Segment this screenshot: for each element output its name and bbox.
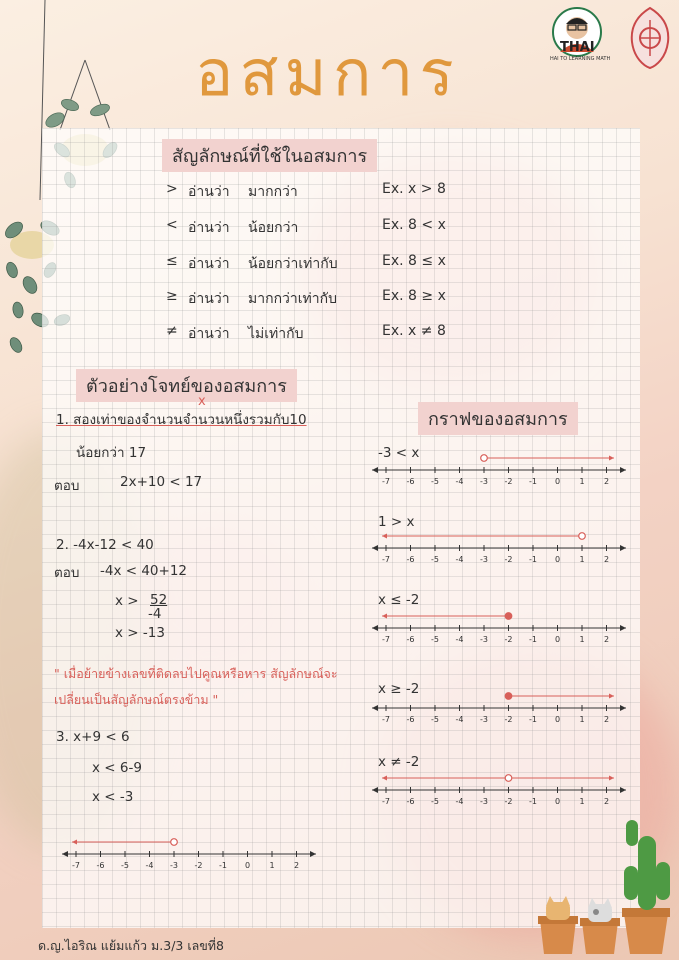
q2-step2-denominator: -4 bbox=[148, 606, 162, 622]
logo-subtext: HAI TO LEARNING MATH bbox=[550, 56, 611, 62]
graph-1-label: 1 > x bbox=[378, 514, 415, 530]
graph-0-tick-label-9: 2 bbox=[603, 477, 610, 486]
graph-1-number-line bbox=[370, 530, 628, 564]
footer-author: ด.ญ.ไอริณ แย้มแก้ว ม.3/3 เลขที่8 bbox=[38, 938, 225, 953]
graph-2-label: x ≤ -2 bbox=[378, 592, 420, 608]
symbol-row-2-symbol: ≤ bbox=[166, 253, 178, 269]
graph-1-tick-label-8: 1 bbox=[579, 555, 585, 564]
q1-answer: 2x+10 < 17 bbox=[120, 474, 203, 490]
graph-0-tick-label-7: 0 bbox=[554, 477, 561, 486]
graph-4-number-line bbox=[370, 772, 628, 806]
graph-2-tick-label-0: -7 bbox=[382, 635, 390, 644]
graph-4-tick-label-2: -5 bbox=[431, 797, 439, 806]
graph-4-tick-label-0: -7 bbox=[382, 797, 390, 806]
graph-3-label: x ≥ -2 bbox=[378, 681, 420, 697]
graph-3-tick-label-2: -5 bbox=[431, 715, 439, 724]
cat-left bbox=[546, 896, 570, 920]
graph-3-ray-arrow-right bbox=[609, 694, 614, 699]
graph-0-tick-label-3: -4 bbox=[455, 477, 464, 486]
graph-4-axis-arrow-left bbox=[372, 787, 378, 793]
cat-right bbox=[588, 898, 612, 922]
graph-2-ray-arrow-left bbox=[382, 614, 387, 619]
graph-3-tick-label-0: -7 bbox=[382, 715, 390, 724]
graph-1-tick-label-1: -6 bbox=[406, 555, 415, 564]
q2-step1: -4x < 40+12 bbox=[100, 563, 188, 579]
graph-4-tick-label-9: 2 bbox=[603, 797, 610, 806]
graph-4-axis-arrow-right bbox=[620, 787, 626, 793]
q3-graph-tick-label-1: -6 bbox=[96, 861, 105, 870]
graph-0-tick-label-8: 1 bbox=[579, 477, 585, 486]
graph-2-tick-label-9: 2 bbox=[603, 635, 610, 644]
graph-4-tick-label-1: -6 bbox=[406, 797, 415, 806]
graph-3-tick-label-3: -4 bbox=[455, 715, 464, 724]
graph-2-tick-label-5: -2 bbox=[504, 635, 513, 644]
graph-0-label: -3 < x bbox=[378, 445, 420, 461]
graph-4-tick-label-6: -1 bbox=[529, 797, 537, 806]
graph-2-tick-label-2: -5 bbox=[431, 635, 439, 644]
q3-step1: x < 6-9 bbox=[92, 760, 142, 776]
examples-heading: ตัวอย่างโจทย์ของอสมการ bbox=[76, 369, 297, 402]
page-title: อสมการ bbox=[195, 37, 460, 111]
symbol-row-0-read: อ่านว่า bbox=[188, 184, 230, 200]
graph-3-tick-label-5: -2 bbox=[504, 715, 513, 724]
graph-3-tick-label-9: 2 bbox=[603, 715, 610, 724]
graph-2-tick-label-4: -3 bbox=[480, 635, 488, 644]
graph-4-ray-arrow-right bbox=[609, 776, 614, 781]
graph-3-axis-arrow-left bbox=[372, 705, 378, 711]
symbol-row-4-symbol: ≠ bbox=[166, 323, 178, 339]
graph-2-axis-arrow-left bbox=[372, 625, 378, 631]
symbol-row-3-symbol: ≥ bbox=[166, 288, 178, 304]
q1-line1: 1. สองเท่าของจำนวนจำนวนหนึ่งรวมกับ10 bbox=[56, 412, 307, 428]
graph-3-tick-label-6: -1 bbox=[529, 715, 537, 724]
graph-3-axis-arrow-right bbox=[620, 705, 626, 711]
symbol-row-3-read: อ่านว่า bbox=[188, 291, 230, 307]
q3-graph-number-line bbox=[60, 836, 318, 870]
symbol-row-2-read: อ่านว่า bbox=[188, 256, 230, 272]
graph-1-tick-label-2: -5 bbox=[431, 555, 439, 564]
q3-graph-tick-label-5: -2 bbox=[194, 861, 203, 870]
graph-1-tick-label-6: -1 bbox=[529, 555, 537, 564]
q2-step2-lhs: x > bbox=[115, 593, 139, 609]
graph-0-ray-arrow-right bbox=[609, 456, 614, 461]
q3-graph-ray-arrow-left bbox=[72, 840, 77, 845]
graph-0-open-point bbox=[481, 455, 488, 462]
graph-4-tick-label-7: 0 bbox=[554, 797, 561, 806]
graph-4-tick-label-3: -4 bbox=[455, 797, 464, 806]
symbol-row-0-example: Ex. x > 8 bbox=[382, 181, 446, 197]
symbol-row-4-example: Ex. x ≠ 8 bbox=[382, 323, 446, 339]
logo-text: THAI bbox=[560, 40, 595, 55]
graph-1-axis-arrow-left bbox=[372, 545, 378, 551]
q2-step2-numerator: 52 bbox=[150, 592, 168, 608]
q1-correction-mark: x bbox=[198, 394, 206, 409]
teacher-logo bbox=[548, 6, 611, 70]
graph-1-tick-label-4: -3 bbox=[480, 555, 488, 564]
graph-3-closed-point bbox=[505, 693, 512, 700]
graph-4-tick-label-5: -2 bbox=[504, 797, 513, 806]
graph-2-closed-point bbox=[505, 613, 512, 620]
q1-answer-label: ตอบ bbox=[54, 478, 80, 494]
graph-1-axis-arrow-right bbox=[620, 545, 626, 551]
graph-2-tick-label-7: 0 bbox=[554, 635, 561, 644]
graph-0-tick-label-0: -7 bbox=[382, 477, 390, 486]
symbol-row-1-example: Ex. 8 < x bbox=[382, 217, 446, 233]
q3-graph-tick-label-6: -1 bbox=[219, 861, 227, 870]
q3-line1: 3. x+9 < 6 bbox=[56, 729, 130, 745]
graph-2-number-line bbox=[370, 610, 628, 644]
graphs-heading: กราฟของอสมการ bbox=[418, 402, 578, 435]
graph-0-axis-arrow-right bbox=[620, 467, 626, 473]
q3-step2: x < -3 bbox=[92, 789, 134, 805]
graph-2-axis-arrow-right bbox=[620, 625, 626, 631]
symbols-heading: สัญลักษณ์ที่ใช้ในอสมการ bbox=[162, 139, 377, 172]
q2-step3: x > -13 bbox=[115, 625, 165, 641]
graph-2-tick-label-3: -4 bbox=[455, 635, 464, 644]
graph-3-tick-label-8: 1 bbox=[579, 715, 585, 724]
graph-0-tick-label-1: -6 bbox=[406, 477, 415, 486]
graph-0-tick-label-4: -3 bbox=[480, 477, 488, 486]
q3-graph-open-point bbox=[171, 839, 178, 846]
graph-0-tick-label-5: -2 bbox=[504, 477, 513, 486]
graph-1-open-point bbox=[579, 533, 586, 540]
graph-2-tick-label-1: -6 bbox=[406, 635, 415, 644]
symbol-row-1-read: อ่านว่า bbox=[188, 220, 230, 236]
graph-4-label: x ≠ -2 bbox=[378, 754, 420, 770]
graph-4-open-point bbox=[505, 775, 512, 782]
symbol-row-4-meaning: ไม่เท่ากับ bbox=[248, 326, 304, 342]
q2-line1: 2. -4x-12 < 40 bbox=[56, 537, 154, 553]
q3-graph-tick-label-9: 2 bbox=[293, 861, 300, 870]
school-emblem-icon bbox=[626, 6, 674, 70]
q3-graph-tick-label-0: -7 bbox=[72, 861, 80, 870]
graph-3-tick-label-7: 0 bbox=[554, 715, 561, 724]
grid-paper bbox=[42, 128, 640, 928]
q3-graph-tick-label-4: -3 bbox=[170, 861, 178, 870]
graph-4-tick-label-8: 1 bbox=[579, 797, 585, 806]
note-line1: " เมื่อย้ายข้างเลขที่ติดลบไปคูณหรือหาร สัญลักษณ์จะ bbox=[54, 666, 338, 681]
symbol-row-1-meaning: น้อยกว่า bbox=[248, 220, 299, 236]
graph-4-tick-label-4: -3 bbox=[480, 797, 488, 806]
q1-line2: น้อยกว่า 17 bbox=[76, 445, 147, 461]
symbol-row-0-meaning: มากกว่า bbox=[248, 184, 298, 200]
graph-2-tick-label-6: -1 bbox=[529, 635, 537, 644]
symbol-row-3-example: Ex. 8 ≥ x bbox=[382, 288, 446, 304]
cactus-cats-illustration bbox=[530, 816, 675, 956]
symbol-row-2-meaning: น้อยกว่าเท่ากับ bbox=[248, 256, 338, 272]
graph-0-axis-arrow-left bbox=[372, 467, 378, 473]
q3-graph-axis-arrow-right bbox=[310, 851, 316, 857]
graph-1-tick-label-7: 0 bbox=[554, 555, 561, 564]
graph-1-ray-arrow-left bbox=[382, 534, 387, 539]
note-line2: เปลี่ยนเป็นสัญลักษณ์ตรงข้าม " bbox=[54, 692, 219, 707]
q3-graph-tick-label-8: 1 bbox=[269, 861, 275, 870]
q3-graph-tick-label-3: -4 bbox=[145, 861, 154, 870]
symbol-row-1-symbol: < bbox=[166, 217, 178, 233]
graph-3-tick-label-4: -3 bbox=[480, 715, 488, 724]
graph-1-tick-label-0: -7 bbox=[382, 555, 390, 564]
graph-2-tick-label-8: 1 bbox=[579, 635, 585, 644]
graph-0-number-line bbox=[370, 452, 628, 486]
graph-0-tick-label-6: -1 bbox=[529, 477, 537, 486]
q2-answer-label: ตอบ bbox=[54, 565, 80, 581]
q3-graph-axis-arrow-left bbox=[62, 851, 68, 857]
symbol-row-4-read: อ่านว่า bbox=[188, 326, 230, 342]
q3-graph-tick-label-7: 0 bbox=[244, 861, 251, 870]
graph-1-tick-label-5: -2 bbox=[504, 555, 513, 564]
symbol-row-0-symbol: > bbox=[166, 181, 178, 197]
graph-3-number-line bbox=[370, 690, 628, 724]
graph-4-ray-arrow-left bbox=[382, 776, 387, 781]
symbol-row-3-meaning: มากกว่าเท่ากับ bbox=[248, 291, 338, 307]
symbol-row-2-example: Ex. 8 ≤ x bbox=[382, 253, 446, 269]
graph-0-tick-label-2: -5 bbox=[431, 477, 439, 486]
graph-3-tick-label-1: -6 bbox=[406, 715, 415, 724]
graph-1-tick-label-3: -4 bbox=[455, 555, 464, 564]
q3-graph-tick-label-2: -5 bbox=[121, 861, 129, 870]
graph-1-tick-label-9: 2 bbox=[603, 555, 610, 564]
